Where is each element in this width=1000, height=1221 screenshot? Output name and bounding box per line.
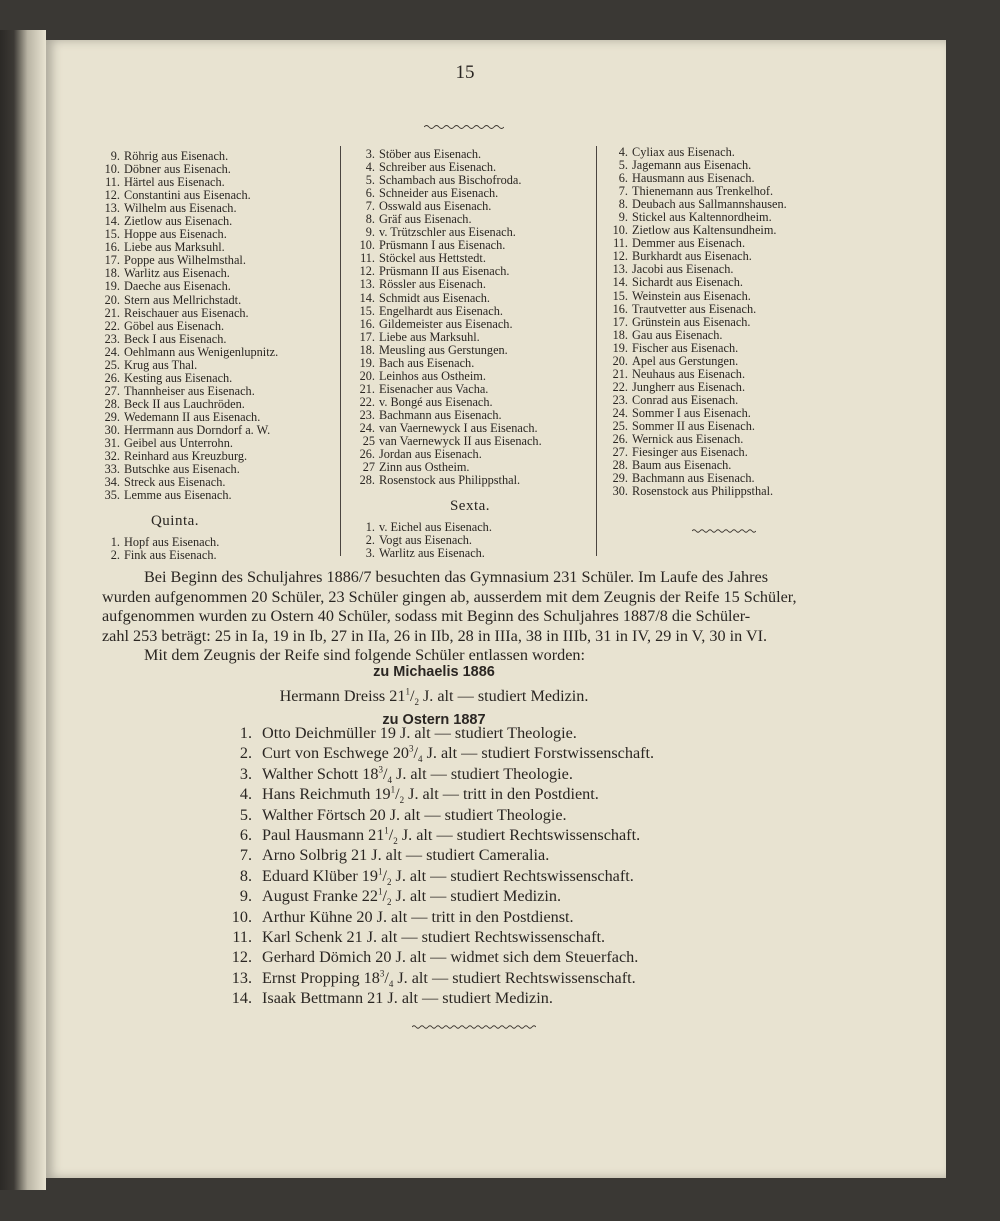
list-item-number: 2. bbox=[110, 548, 120, 563]
list-item-text: Liebe aus Marksuhl. bbox=[379, 329, 480, 344]
paragraph-line-2: wurden aufgenommen 20 Schüler, 23 Schüler gingen ab, ausserdem mit dem Zeugnis der Reife 15 Schüler, bbox=[102, 587, 797, 606]
graduate-number: 11. bbox=[232, 928, 252, 947]
list-item-text: Deubach aus Sallmannshausen. bbox=[632, 197, 787, 212]
list-item-number: 26. bbox=[359, 447, 375, 462]
graduate-row: 13. Ernst Propping $18^3/_4$ J. alt — studiert Rechtswissenschaft. bbox=[228, 968, 654, 988]
list-item-text: Härtel aus Eisenach. bbox=[124, 175, 225, 190]
list-item-number: 16. bbox=[612, 301, 628, 316]
list-item-number: 35. bbox=[104, 488, 120, 503]
list-item-number: 15. bbox=[359, 303, 375, 318]
list-item-number: 20. bbox=[359, 368, 375, 383]
michaelis-heading: zu Michaelis 1886 bbox=[373, 664, 495, 680]
graduate-outcome: J. alt — studiert Rechtswissenschaft. bbox=[397, 826, 641, 845]
list-item-number: 19. bbox=[612, 340, 628, 355]
list-item-text: Döbner aus Eisenach. bbox=[124, 162, 231, 177]
graduate-row bbox=[228, 907, 654, 927]
list-item bbox=[100, 489, 330, 502]
list-item-text: Poppe aus Wilhelmsthal. bbox=[124, 253, 246, 268]
graduate-name-age: Walther Schott 18 bbox=[262, 764, 379, 783]
graduate-row bbox=[228, 927, 654, 947]
list-item-text: Demmer aus Eisenach. bbox=[632, 236, 746, 251]
list-item-number: 25 bbox=[362, 434, 375, 449]
list-item bbox=[608, 485, 858, 498]
column-middle-list bbox=[355, 148, 595, 487]
graduate-number: 2. bbox=[239, 744, 252, 763]
graduate-row: 3. Walther Schott $18^3/_4$ J. alt — studiert Theologie. bbox=[228, 764, 654, 784]
list-item-number: 13. bbox=[612, 262, 628, 277]
list-item-text: Weinstein aus Eisenach. bbox=[632, 288, 751, 303]
list-item-text: Reinhard aus Kreuzburg. bbox=[124, 449, 248, 464]
list-item-number: 18. bbox=[612, 327, 628, 342]
list-item-number: 12. bbox=[104, 188, 120, 203]
list-item-text: Wilhelm aus Eisenach. bbox=[124, 201, 237, 216]
list-item-number: 13. bbox=[104, 201, 120, 216]
graduate-name-age: Arthur Kühne 20 bbox=[262, 907, 373, 926]
graduate-outcome: J. alt — widmet sich dem Steuerfach. bbox=[391, 948, 639, 967]
graduate-name-age: Eduard Klüber 19 bbox=[262, 866, 378, 885]
list-item-text: Lemme aus Eisenach. bbox=[124, 488, 232, 503]
list-item-text: Neuhaus aus Eisenach. bbox=[632, 366, 746, 381]
list-item-number: 5. bbox=[618, 158, 628, 173]
list-item-number: 18. bbox=[104, 266, 120, 281]
list-item-text: Bachmann aus Eisenach. bbox=[379, 407, 502, 422]
list-item-number: 28. bbox=[359, 473, 375, 488]
graduate-outcome: J. alt — studiert Theologie. bbox=[395, 724, 577, 742]
age-fraction-numerator: 1 bbox=[390, 784, 396, 795]
column-divider-left bbox=[340, 146, 341, 556]
list-item-text: Zietlow aus Kaltensundheim. bbox=[632, 223, 777, 238]
list-item-text: Streck aus Eisenach. bbox=[124, 475, 226, 490]
list-item-text: Engelhardt aus Eisenach. bbox=[379, 303, 503, 318]
list-item-number: 19. bbox=[104, 279, 120, 294]
list-item-text: Bach aus Eisenach. bbox=[379, 355, 475, 370]
list-item-number: 24. bbox=[104, 344, 120, 359]
list-item-number: 17. bbox=[612, 314, 628, 329]
age-fraction-numerator: 1 bbox=[377, 866, 383, 877]
list-item-text: Baum aus Eisenach. bbox=[632, 458, 732, 473]
paragraph-intro-line: Mit dem Zeugnis der Reife sind folgende Schüler entlassen worden: bbox=[144, 646, 585, 665]
list-item-text: Meusling aus Gerstungen. bbox=[379, 342, 508, 357]
list-item-text: van Vaernewyck I aus Eisenach. bbox=[379, 420, 538, 435]
list-item-text: Schmidt aus Eisenach. bbox=[379, 290, 490, 305]
list-item-number: 14. bbox=[359, 290, 375, 305]
graduate-number: 12. bbox=[231, 948, 252, 967]
list-item-number: 3. bbox=[365, 546, 375, 561]
list-item-text: Gildemeister aus Eisenach. bbox=[379, 316, 513, 331]
list-item-text: Warlitz aus Eisenach. bbox=[379, 546, 485, 561]
graduate-number: 10. bbox=[231, 907, 252, 926]
list-item-text: Leinhos aus Ostheim. bbox=[379, 368, 486, 383]
graduate-outcome: J. alt — tritt in den Postdient. bbox=[404, 785, 599, 804]
age-fraction-denominator: 4 bbox=[418, 754, 423, 765]
list-item-text: Thienemann aus Trenkelhof. bbox=[632, 184, 774, 199]
age-fraction-numerator: 3 bbox=[378, 764, 383, 775]
quinta-heading: Quinta. bbox=[150, 513, 200, 530]
list-item-text: Krug aus Thal. bbox=[124, 357, 198, 372]
graduate-name-age: Ernst Propping 18 bbox=[262, 968, 380, 987]
list-item-text: Herrmann aus Dorndorf a. W. bbox=[124, 422, 271, 437]
list-item-number: 27 bbox=[362, 460, 375, 475]
list-item-text: Cyliax aus Eisenach. bbox=[632, 145, 735, 159]
age-fraction-denominator: 4 bbox=[388, 979, 394, 990]
list-item-text: Jungherr aus Eisenach. bbox=[632, 379, 746, 394]
list-item-text: v. Bongé aus Eisenach. bbox=[379, 394, 493, 409]
list-item-number: 15. bbox=[612, 288, 628, 303]
list-item-number: 26. bbox=[104, 370, 120, 385]
graduate-name-age: Walther Förtsch 20 bbox=[262, 805, 386, 824]
paragraph-line-3: aufgenommen wurden zu Ostern 40 Schüler, sodass mit Beginn des Schuljahres 1887/8 die Schüler- bbox=[102, 607, 751, 626]
list-item-text: Beck I aus Eisenach. bbox=[124, 331, 227, 346]
list-item-text: v. Eichel aus Eisenach. bbox=[379, 520, 492, 535]
age-fraction-denominator: 2 bbox=[393, 836, 398, 847]
michaelis-section bbox=[102, 662, 838, 730]
graduate-name-age: Arno Solbrig 21 bbox=[262, 846, 368, 865]
list-item-number: 1. bbox=[110, 535, 120, 550]
graduate-number: 8. bbox=[239, 866, 252, 885]
list-item-text: Jordan aus Eisenach. bbox=[379, 447, 482, 462]
list-item-text: Stöber aus Eisenach. bbox=[379, 147, 482, 161]
graduate-name-age: Karl Schenk 21 bbox=[262, 928, 363, 947]
graduate-number: 3. bbox=[239, 764, 252, 783]
list-item-number: 20. bbox=[612, 353, 628, 368]
list-item-number: 10. bbox=[359, 238, 375, 253]
list-item-number: 10. bbox=[612, 223, 628, 238]
graduate-outcome: J. alt — studiert Forstwissenschaft. bbox=[422, 744, 655, 763]
list-item-number: 20. bbox=[104, 292, 120, 307]
list-item-text: Burkhardt aus Eisenach. bbox=[632, 249, 752, 264]
list-item-number: 34. bbox=[104, 475, 120, 490]
list-item-number: 19. bbox=[359, 355, 375, 370]
list-item-number: 17. bbox=[359, 329, 375, 344]
list-item-number: 7. bbox=[618, 184, 628, 199]
list-item-text: Fischer aus Eisenach. bbox=[632, 340, 739, 355]
list-item-number: 4. bbox=[618, 145, 628, 159]
list-item-number: 2. bbox=[365, 533, 375, 548]
list-item-text: Hopf aus Eisenach. bbox=[124, 535, 220, 550]
list-item-text: Stickel aus Kaltennordheim. bbox=[632, 210, 772, 225]
list-item-text: Jacobi aus Eisenach. bbox=[632, 262, 734, 277]
page-number: 15 bbox=[455, 62, 475, 83]
column-end-ornament bbox=[692, 528, 756, 534]
header-ornament bbox=[424, 124, 504, 130]
graduate-name-age: Gerhard Dömich 20 bbox=[262, 948, 392, 967]
list-item-number: 29. bbox=[612, 471, 628, 486]
list-item-number: 22. bbox=[612, 379, 628, 394]
list-item-number: 33. bbox=[104, 462, 120, 477]
graduate-number: 1. bbox=[239, 724, 252, 742]
graduate-outcome: J. alt — tritt in den Postdienst. bbox=[372, 907, 574, 926]
list-item-text: Rössler aus Eisenach. bbox=[379, 277, 486, 292]
list-item-text: Gau aus Eisenach. bbox=[632, 327, 723, 342]
list-item-number: 12. bbox=[612, 249, 628, 264]
quinta-list bbox=[100, 536, 330, 562]
list-item-text: Apel aus Gerstungen. bbox=[632, 353, 739, 368]
graduate-row bbox=[228, 805, 654, 825]
graduate-name-age: Paul Hausmann 21 bbox=[262, 826, 385, 845]
michaelis-graduate-rest: J. alt — studiert Medizin. bbox=[418, 687, 589, 705]
graduate-number: 14. bbox=[231, 989, 252, 1008]
list-item-text: Rosenstock aus Philippsthal. bbox=[632, 484, 774, 499]
graduate-number: 5. bbox=[239, 805, 252, 824]
graduate-row bbox=[228, 947, 654, 967]
graduate-row: 6. Paul Hausmann $21^1/_2$ J. alt — studiert Rechtswissenschaft. bbox=[228, 825, 654, 845]
list-item-number: 11. bbox=[613, 236, 628, 251]
graduate-number: 7. bbox=[239, 846, 252, 865]
list-item-number: 29. bbox=[104, 409, 120, 424]
list-item-number: 32. bbox=[104, 449, 120, 464]
list-item-text: Vogt aus Eisenach. bbox=[379, 533, 473, 548]
column-middle bbox=[355, 148, 595, 560]
list-item-number: 4. bbox=[365, 160, 375, 175]
list-item-text: Osswald aus Eisenach. bbox=[379, 199, 492, 214]
list-item-number: 28. bbox=[104, 396, 120, 411]
list-item-number: 13. bbox=[359, 277, 375, 292]
list-item-text: v. Trützschler aus Eisenach. bbox=[379, 225, 516, 240]
list-item-text: Sichardt aus Eisenach. bbox=[632, 275, 743, 290]
ostern-graduate-list bbox=[228, 723, 654, 1009]
list-item-text: Wernick aus Eisenach. bbox=[632, 432, 744, 447]
list-item-number: 21. bbox=[104, 305, 120, 320]
list-item-text: Oehlmann aus Wenigenlupnitz. bbox=[124, 344, 279, 359]
list-item-number: 9. bbox=[110, 149, 120, 163]
list-item-number: 8. bbox=[365, 212, 375, 227]
michaelis-graduate: Hermann Dreiss $21^1/_2$ J. alt — studiert Medizin. bbox=[279, 686, 589, 708]
list-item-number: 30. bbox=[612, 484, 628, 499]
list-item-text: Warlitz aus Eisenach. bbox=[124, 266, 230, 281]
list-item-number: 22. bbox=[359, 394, 375, 409]
list-item-text: Geibel aus Unterrohn. bbox=[124, 436, 233, 451]
list-item-text: Hausmann aus Eisenach. bbox=[632, 171, 755, 186]
list-item-number: 28. bbox=[612, 458, 628, 473]
list-item-text: Schambach aus Bischofroda. bbox=[379, 173, 522, 188]
column-left bbox=[100, 150, 330, 562]
list-item-number: 17. bbox=[104, 253, 120, 268]
list-item-text: Schneider aus Eisenach. bbox=[379, 186, 499, 201]
list-item-number: 1. bbox=[365, 520, 375, 535]
list-item-number: 7. bbox=[365, 199, 375, 214]
list-item-number: 14. bbox=[104, 214, 120, 229]
sexta-heading: Sexta. bbox=[449, 498, 491, 515]
ostern-heading: zu Ostern 1887 bbox=[382, 712, 486, 728]
list-item-text: Zinn aus Ostheim. bbox=[379, 460, 470, 475]
list-item-text: Trautvetter aus Eisenach. bbox=[632, 301, 757, 316]
age-fraction-numerator: 1 bbox=[378, 886, 383, 897]
list-item-number: 6. bbox=[365, 186, 375, 201]
age-fraction-numerator: 3 bbox=[379, 968, 385, 979]
paragraph-line-1: Bei Beginn des Schuljahres 1886/7 besuchten das Gymnasium 231 Schüler. Im Laufe des Jahres bbox=[144, 568, 768, 586]
graduate-row: 9. August Franke $22^1/_2$ J. alt — studiert Medizin. bbox=[228, 886, 654, 906]
list-item-text: Fink aus Eisenach. bbox=[124, 548, 217, 563]
graduate-name-age: Curt von Eschwege 20 bbox=[262, 744, 410, 763]
list-item-text: Conrad aus Eisenach. bbox=[632, 392, 739, 407]
age-fraction-denominator: 4 bbox=[387, 775, 392, 786]
column-right bbox=[608, 146, 858, 498]
column-divider-right bbox=[596, 146, 597, 556]
list-item-number: 11. bbox=[360, 251, 375, 266]
paragraph-line-4: zahl 253 beträgt: 25 in Ia, 19 in Ib, 27 in IIa, 26 in IIb, 28 in IIIa, 38 in IIIb, 31 in IV, 29 in V, 30 in VI. bbox=[102, 626, 768, 645]
list-item-number: 15. bbox=[104, 227, 120, 242]
michaelis-frac-den: 2 bbox=[414, 697, 419, 708]
enrollment-paragraph bbox=[102, 568, 838, 666]
list-item-number: 21. bbox=[359, 381, 375, 396]
list-item-number: 9. bbox=[365, 225, 375, 240]
list-item-number: 30. bbox=[104, 422, 120, 437]
list-item-text: Constantini aus Eisenach. bbox=[124, 188, 251, 203]
list-item-number: 31. bbox=[104, 436, 120, 451]
graduate-outcome: J. alt — studiert Medizin. bbox=[383, 989, 553, 1008]
list-item-text: Kesting aus Eisenach. bbox=[124, 370, 233, 385]
graduate-row bbox=[228, 988, 654, 1008]
list-item bbox=[355, 547, 595, 560]
list-item-text: Reischauer aus Eisenach. bbox=[124, 305, 249, 320]
list-item-text: Grünstein aus Eisenach. bbox=[632, 314, 751, 329]
age-fraction-denominator: 2 bbox=[386, 877, 392, 888]
graduate-outcome: J. alt — studiert Cameralia. bbox=[367, 846, 550, 865]
graduate-name-age: August Franke 22 bbox=[262, 887, 378, 906]
graduate-row bbox=[228, 723, 654, 743]
graduate-number: 13. bbox=[231, 968, 252, 987]
list-item-text: Schreiber aus Eisenach. bbox=[379, 160, 497, 175]
list-item-text: Prüsmann I aus Eisenach. bbox=[379, 238, 506, 253]
list-item-number: 10. bbox=[104, 162, 120, 177]
list-item-number: 16. bbox=[104, 240, 120, 255]
list-item-number: 6. bbox=[618, 171, 628, 186]
list-item-number: 24. bbox=[612, 405, 628, 420]
list-item-number: 25. bbox=[612, 418, 628, 433]
list-item-number: 14. bbox=[612, 275, 628, 290]
list-item-text: Zietlow aus Eisenach. bbox=[124, 214, 233, 229]
list-item-number: 23. bbox=[359, 407, 375, 422]
graduate-outcome: J. alt — studiert Rechtswissenschaft. bbox=[362, 928, 606, 947]
list-item-text: Fiesinger aus Eisenach. bbox=[632, 445, 748, 460]
list-item-number: 12. bbox=[359, 264, 375, 279]
age-fraction-denominator: 2 bbox=[387, 897, 392, 908]
list-item-number: 24. bbox=[359, 420, 375, 435]
list-item-number: 27. bbox=[612, 445, 628, 460]
list-item-text: Hoppe aus Eisenach. bbox=[124, 227, 227, 242]
list-item-text: Wedemann II aus Eisenach. bbox=[124, 409, 261, 424]
list-item-number: 3. bbox=[365, 147, 375, 161]
sexta-list bbox=[355, 521, 595, 560]
graduate-outcome: J. alt — studiert Theologie. bbox=[391, 764, 573, 783]
list-item-text: Prüsmann II aus Eisenach. bbox=[379, 264, 510, 279]
graduate-number: 9. bbox=[239, 887, 252, 906]
graduate-outcome: J. alt — studiert Rechtswissenschaft. bbox=[393, 968, 636, 987]
michaelis-graduate-name: Hermann Dreiss 21 bbox=[279, 687, 406, 705]
graduate-row: 2. Curt von Eschwege $20^3/_4$ J. alt — studiert Forstwissenschaft. bbox=[228, 743, 654, 763]
list-item-number: 25. bbox=[104, 357, 120, 372]
graduate-name-age: Hans Reichmuth 19 bbox=[262, 785, 391, 804]
list-item-number: 23. bbox=[612, 392, 628, 407]
graduate-name-age: Isaak Bettmann 21 bbox=[262, 989, 384, 1008]
graduate-name-age: Otto Deichmüller 19 bbox=[262, 724, 396, 742]
list-item-text: Rosenstock aus Philippsthal. bbox=[379, 473, 521, 488]
list-item-text: Eisenacher aus Vacha. bbox=[379, 381, 489, 396]
list-item-text: Stern aus Mellrichstadt. bbox=[124, 292, 242, 307]
graduate-number: 6. bbox=[239, 826, 252, 845]
list-item-number: 21. bbox=[612, 366, 628, 381]
book-spine bbox=[0, 30, 46, 1190]
age-fraction-denominator: 2 bbox=[399, 795, 405, 806]
list-item-text: Thannheiser aus Eisenach. bbox=[124, 383, 255, 398]
list-item-text: Sommer I aus Eisenach. bbox=[632, 405, 751, 420]
graduate-outcome: J. alt — studiert Rechtswissenschaft. bbox=[391, 866, 634, 885]
list-item-number: 16. bbox=[359, 316, 375, 331]
graduate-outcome: J. alt — studiert Theologie. bbox=[385, 805, 567, 824]
list-item-number: 27. bbox=[104, 383, 120, 398]
graduate-row: 8. Eduard Klüber $19^1/_2$ J. alt — studiert Rechtswissenschaft. bbox=[228, 866, 654, 886]
list-item-number: 18. bbox=[359, 342, 375, 357]
list-item-text: Gräf aus Eisenach. bbox=[379, 212, 472, 227]
list-item-text: Daeche aus Eisenach. bbox=[124, 279, 231, 294]
list-item-number: 11. bbox=[105, 175, 120, 190]
list-item-number: 23. bbox=[104, 331, 120, 346]
column-right-list bbox=[608, 146, 858, 498]
graduate-number: 4. bbox=[239, 785, 252, 804]
list-item-text: Sommer II aus Eisenach. bbox=[632, 418, 755, 433]
list-item-text: Stöckel aus Hettstedt. bbox=[379, 251, 486, 266]
age-fraction-numerator: 3 bbox=[409, 744, 414, 755]
list-item-number: 5. bbox=[365, 173, 375, 188]
list-item-text: Göbel aus Eisenach. bbox=[124, 318, 225, 333]
list-item-text: Beck II aus Lauchröden. bbox=[124, 396, 245, 411]
list-item-number: 8. bbox=[618, 197, 628, 212]
list-item-text: van Vaernewyck II aus Eisenach. bbox=[379, 434, 542, 449]
list-item-number: 26. bbox=[612, 432, 628, 447]
column-left-list bbox=[100, 150, 330, 502]
list-item-text: Liebe aus Marksuhl. bbox=[124, 240, 225, 255]
graduate-row bbox=[228, 845, 654, 865]
list-item-text: Röhrig aus Eisenach. bbox=[124, 149, 229, 163]
michaelis-frac-num: 1 bbox=[405, 686, 410, 697]
list-item-text: Bachmann aus Eisenach. bbox=[632, 471, 755, 486]
list-item bbox=[355, 474, 595, 487]
graduate-row: 4. Hans Reichmuth $19^1/_2$ J. alt — tritt in den Postdient. bbox=[228, 784, 654, 804]
list-item-text: Jagemann aus Eisenach. bbox=[632, 158, 752, 173]
age-fraction-numerator: 1 bbox=[384, 825, 389, 836]
graduate-outcome: J. alt — studiert Medizin. bbox=[391, 887, 561, 906]
list-item-number: 22. bbox=[104, 318, 120, 333]
footer-ornament bbox=[412, 1024, 536, 1030]
list-item bbox=[100, 549, 330, 562]
list-item-text: Butschke aus Eisenach. bbox=[124, 462, 240, 477]
list-item-number: 9. bbox=[618, 210, 628, 225]
